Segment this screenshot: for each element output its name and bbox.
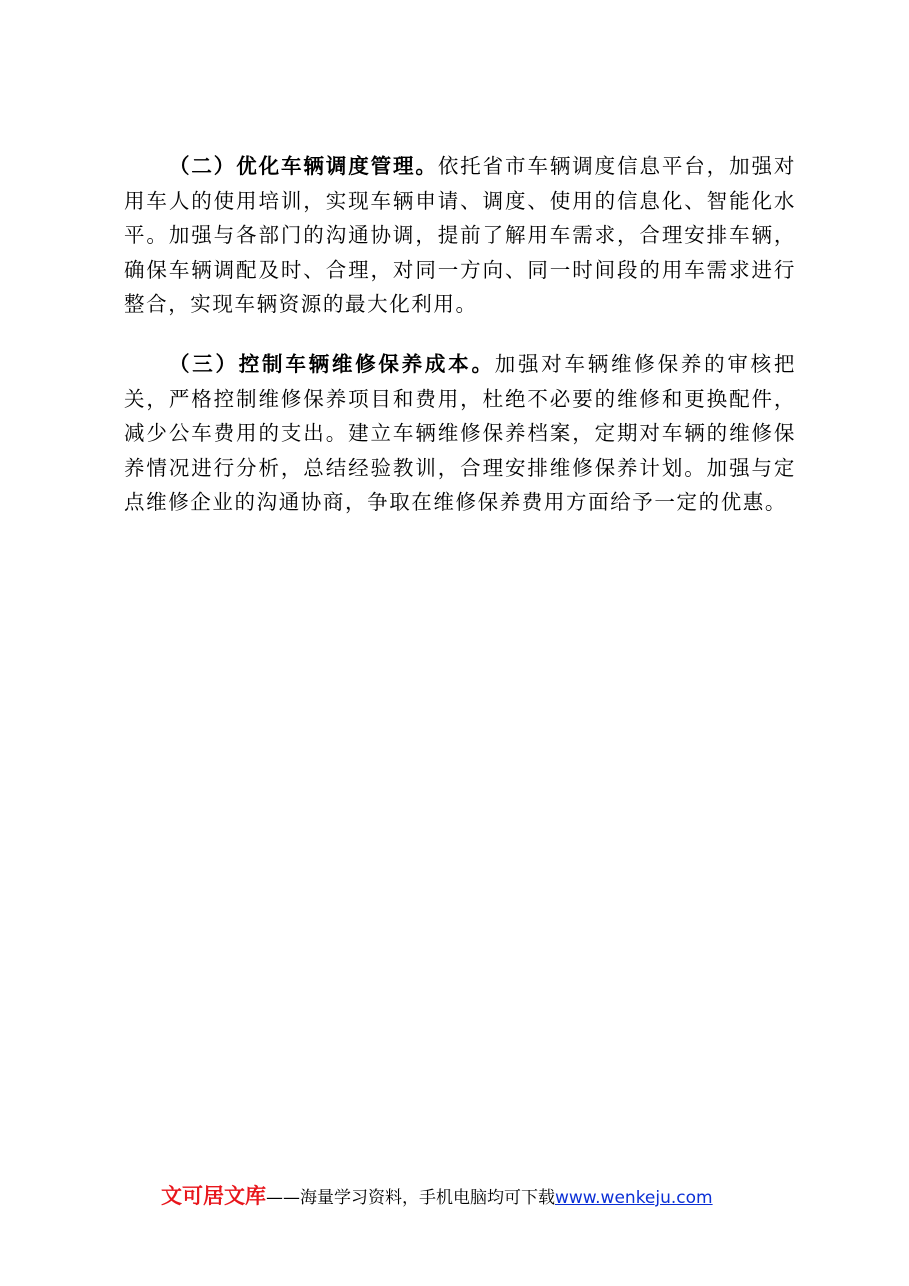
footer-banner bbox=[161, 1182, 713, 1212]
paragraph-maintenance-cost bbox=[124, 347, 796, 520]
paragraph-vehicle-dispatch bbox=[124, 149, 796, 322]
footer-website-link[interactable]: www.wenkeju.com bbox=[555, 1188, 713, 1208]
footer-tagline: ——海量学习资料，手机电脑均可下载 bbox=[266, 1188, 555, 1208]
paragraph-body: 加强对车辆维修保养的审核把关，严格控制维修保养项目和费用，杜绝不必要的维修和更换配件，减少公车费用的支出。建立车辆维修保养档案，定期对车辆的维修保养情况进行分析，总结经验教训，合理安排维修保养计划。加强与定点维修企业的沟通协商，争取在维修保养费用方面给予一定的优惠。 bbox=[124, 352, 796, 515]
paragraph-body: 依托省市车辆调度信息平台，加强对用车人的使用培训，实现车辆申请、调度、使用的信息化、智能化水平。加强与各部门的沟通协调，提前了解用车需求，合理安排车辆，确保车辆调配及时、合理，对同一方向、同一时间段的用车需求进行整合，实现车辆资源的最大化利用。 bbox=[124, 154, 796, 317]
paragraph-heading: （三）控制车辆维修保养成本。 bbox=[169, 352, 495, 376]
footer-brand: 文可居文库 bbox=[161, 1184, 266, 1208]
paragraph-heading: （二）优化车辆调度管理。 bbox=[169, 154, 438, 178]
